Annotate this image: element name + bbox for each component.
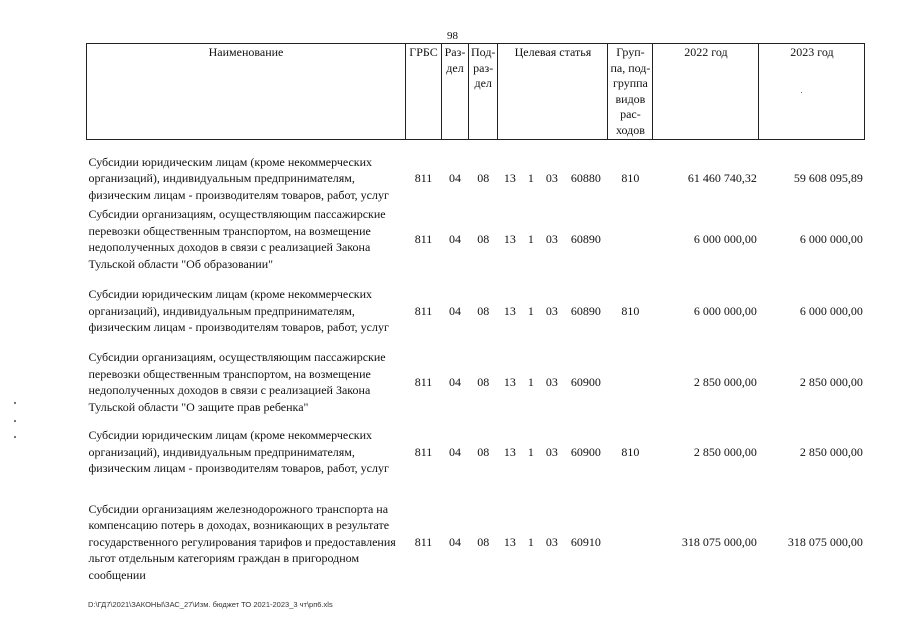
budget-table bbox=[86, 43, 865, 597]
row-name: Субсидии организациям, осуществляющим пассажирские перевозки общественным транспортом, на возмещение недополученных доходов в связи с реализацией Закона Тульской области "Об образовании" bbox=[88, 207, 386, 271]
row-target-direction: 60910 bbox=[570, 534, 601, 549]
row-2022: 2 850 000,00 bbox=[693, 444, 757, 459]
row-target-subprogram: 1 bbox=[527, 303, 534, 318]
row-grbs: 811 bbox=[414, 534, 433, 549]
row-target-program: 13 bbox=[503, 444, 516, 459]
scan-speck bbox=[801, 92, 802, 93]
row-2023: 59 608 095,89 bbox=[793, 171, 863, 185]
row-2022: 318 075 000,00 bbox=[681, 534, 757, 549]
scan-speck bbox=[14, 420, 16, 422]
header-target: Целевая статья bbox=[498, 44, 608, 140]
row-target-program: 13 bbox=[503, 374, 516, 389]
row-2022: 61 460 740,32 bbox=[687, 171, 757, 185]
scan-speck bbox=[14, 402, 16, 404]
row-target-direction: 60890 bbox=[570, 231, 601, 246]
file-path-footer: D:\ГД7\2021\ЗАКОНЫ\ЗАС_27\Изм. бюджет ТО 2021-2023_3 чт\рп6.xls bbox=[88, 600, 333, 609]
row-2022: 2 850 000,00 bbox=[693, 374, 757, 389]
table-row bbox=[87, 275, 865, 347]
row-name: Субсидии юридическим лицам (кроме некоммерческих организаций), индивидуальным предпринимателям, физическим лицам - производителям товаров, работ, услуг bbox=[88, 287, 389, 335]
row-2023: 6 000 000,00 bbox=[799, 303, 863, 318]
row-target-subprogram: 1 bbox=[527, 171, 534, 185]
header-2023: 2023 год bbox=[759, 44, 865, 140]
row-target-subprogram: 1 bbox=[527, 231, 534, 246]
row-razdel: 04 bbox=[449, 231, 461, 246]
header-name: Наименование bbox=[87, 44, 406, 140]
row-target-subprogram: 1 bbox=[527, 374, 534, 389]
row-target-event: 03 bbox=[545, 374, 558, 389]
row-2023: 2 850 000,00 bbox=[799, 444, 863, 459]
scan-speck bbox=[14, 436, 16, 438]
header-podrazdel: Под-раз-дел bbox=[469, 44, 498, 140]
row-target-direction: 60900 bbox=[570, 444, 601, 459]
row-target-event: 03 bbox=[545, 171, 558, 185]
table-row bbox=[87, 203, 865, 275]
row-podrazdel: 08 bbox=[477, 231, 490, 246]
row-grbs: 811 bbox=[414, 231, 433, 246]
table-row bbox=[87, 487, 865, 597]
page-number: 98 bbox=[447, 30, 458, 42]
row-2023: 318 075 000,00 bbox=[787, 534, 863, 549]
row-target-direction: 60890 bbox=[570, 303, 601, 318]
table-row bbox=[87, 417, 865, 487]
row-podrazdel: 08 bbox=[477, 534, 490, 549]
row-podrazdel: 08 bbox=[477, 171, 490, 185]
row-razdel: 04 bbox=[449, 171, 461, 185]
row-target-event: 03 bbox=[545, 534, 558, 549]
header-grbs: ГРБС bbox=[406, 44, 442, 140]
row-razdel: 04 bbox=[449, 444, 461, 459]
row-target-subprogram: 1 bbox=[527, 444, 534, 459]
row-razdel: 04 bbox=[449, 303, 461, 318]
table-header bbox=[87, 44, 865, 140]
row-grbs: 811 bbox=[414, 374, 433, 389]
row-name: Субсидии юридическим лицам (кроме некоммерческих организаций), индивидуальным предпринимателям, физическим лицам - производителям товаров, работ, услуг bbox=[88, 428, 389, 476]
row-group: 810 bbox=[621, 171, 640, 185]
header-razdel: Раз-дел bbox=[442, 44, 469, 140]
row-podrazdel: 08 bbox=[477, 374, 490, 389]
row-target-event: 03 bbox=[545, 444, 558, 459]
row-target-program: 13 bbox=[503, 303, 516, 318]
row-grbs: 811 bbox=[414, 171, 433, 185]
row-2022: 6 000 000,00 bbox=[693, 303, 757, 318]
header-group: Груп-па, под-группа видов рас-ходов bbox=[608, 44, 653, 140]
row-group bbox=[608, 203, 653, 275]
row-name: Субсидии юридическим лицам (кроме некоммерческих организаций), индивидуальным предпринимателям, физическим лицам - производителям товаров, работ, услуг bbox=[88, 154, 389, 202]
row-group: 810 bbox=[621, 303, 640, 318]
row-target-subprogram: 1 bbox=[527, 534, 534, 549]
row-target-program: 13 bbox=[503, 231, 516, 246]
row-group bbox=[608, 487, 653, 597]
row-razdel: 04 bbox=[449, 534, 461, 549]
row-name: Субсидии организациям, осуществляющим пассажирские перевозки общественным транспортом, на возмещение недополученных доходов в связи с реализацией Закона Тульской области "О защите прав ребенка" bbox=[88, 350, 386, 414]
row-target-event: 03 bbox=[545, 303, 558, 318]
table-row bbox=[87, 154, 865, 204]
row-razdel: 04 bbox=[449, 374, 461, 389]
row-target-direction: 60880 bbox=[570, 171, 601, 185]
row-2022: 6 000 000,00 bbox=[693, 231, 757, 246]
row-target-event: 03 bbox=[545, 231, 558, 246]
row-podrazdel: 08 bbox=[477, 444, 490, 459]
row-podrazdel: 08 bbox=[477, 303, 490, 318]
header-2022: 2022 год bbox=[653, 44, 759, 140]
row-target-program: 13 bbox=[503, 171, 516, 185]
row-grbs: 811 bbox=[414, 444, 433, 459]
table-row bbox=[87, 347, 865, 417]
row-2023: 2 850 000,00 bbox=[799, 374, 863, 389]
row-group: 810 bbox=[621, 444, 640, 459]
row-2023: 6 000 000,00 bbox=[799, 231, 863, 246]
row-group bbox=[608, 347, 653, 417]
row-target-direction: 60900 bbox=[570, 374, 601, 389]
row-target-program: 13 bbox=[503, 534, 516, 549]
row-name: Субсидии организациям железнодорожного транспорта на компенсацию потерь в доходах, возникающих в результате государственного регулирования тарифов и предоставления льгот отдельным категориям граждан в пригородном сообщении bbox=[88, 501, 396, 582]
row-grbs: 811 bbox=[414, 303, 433, 318]
